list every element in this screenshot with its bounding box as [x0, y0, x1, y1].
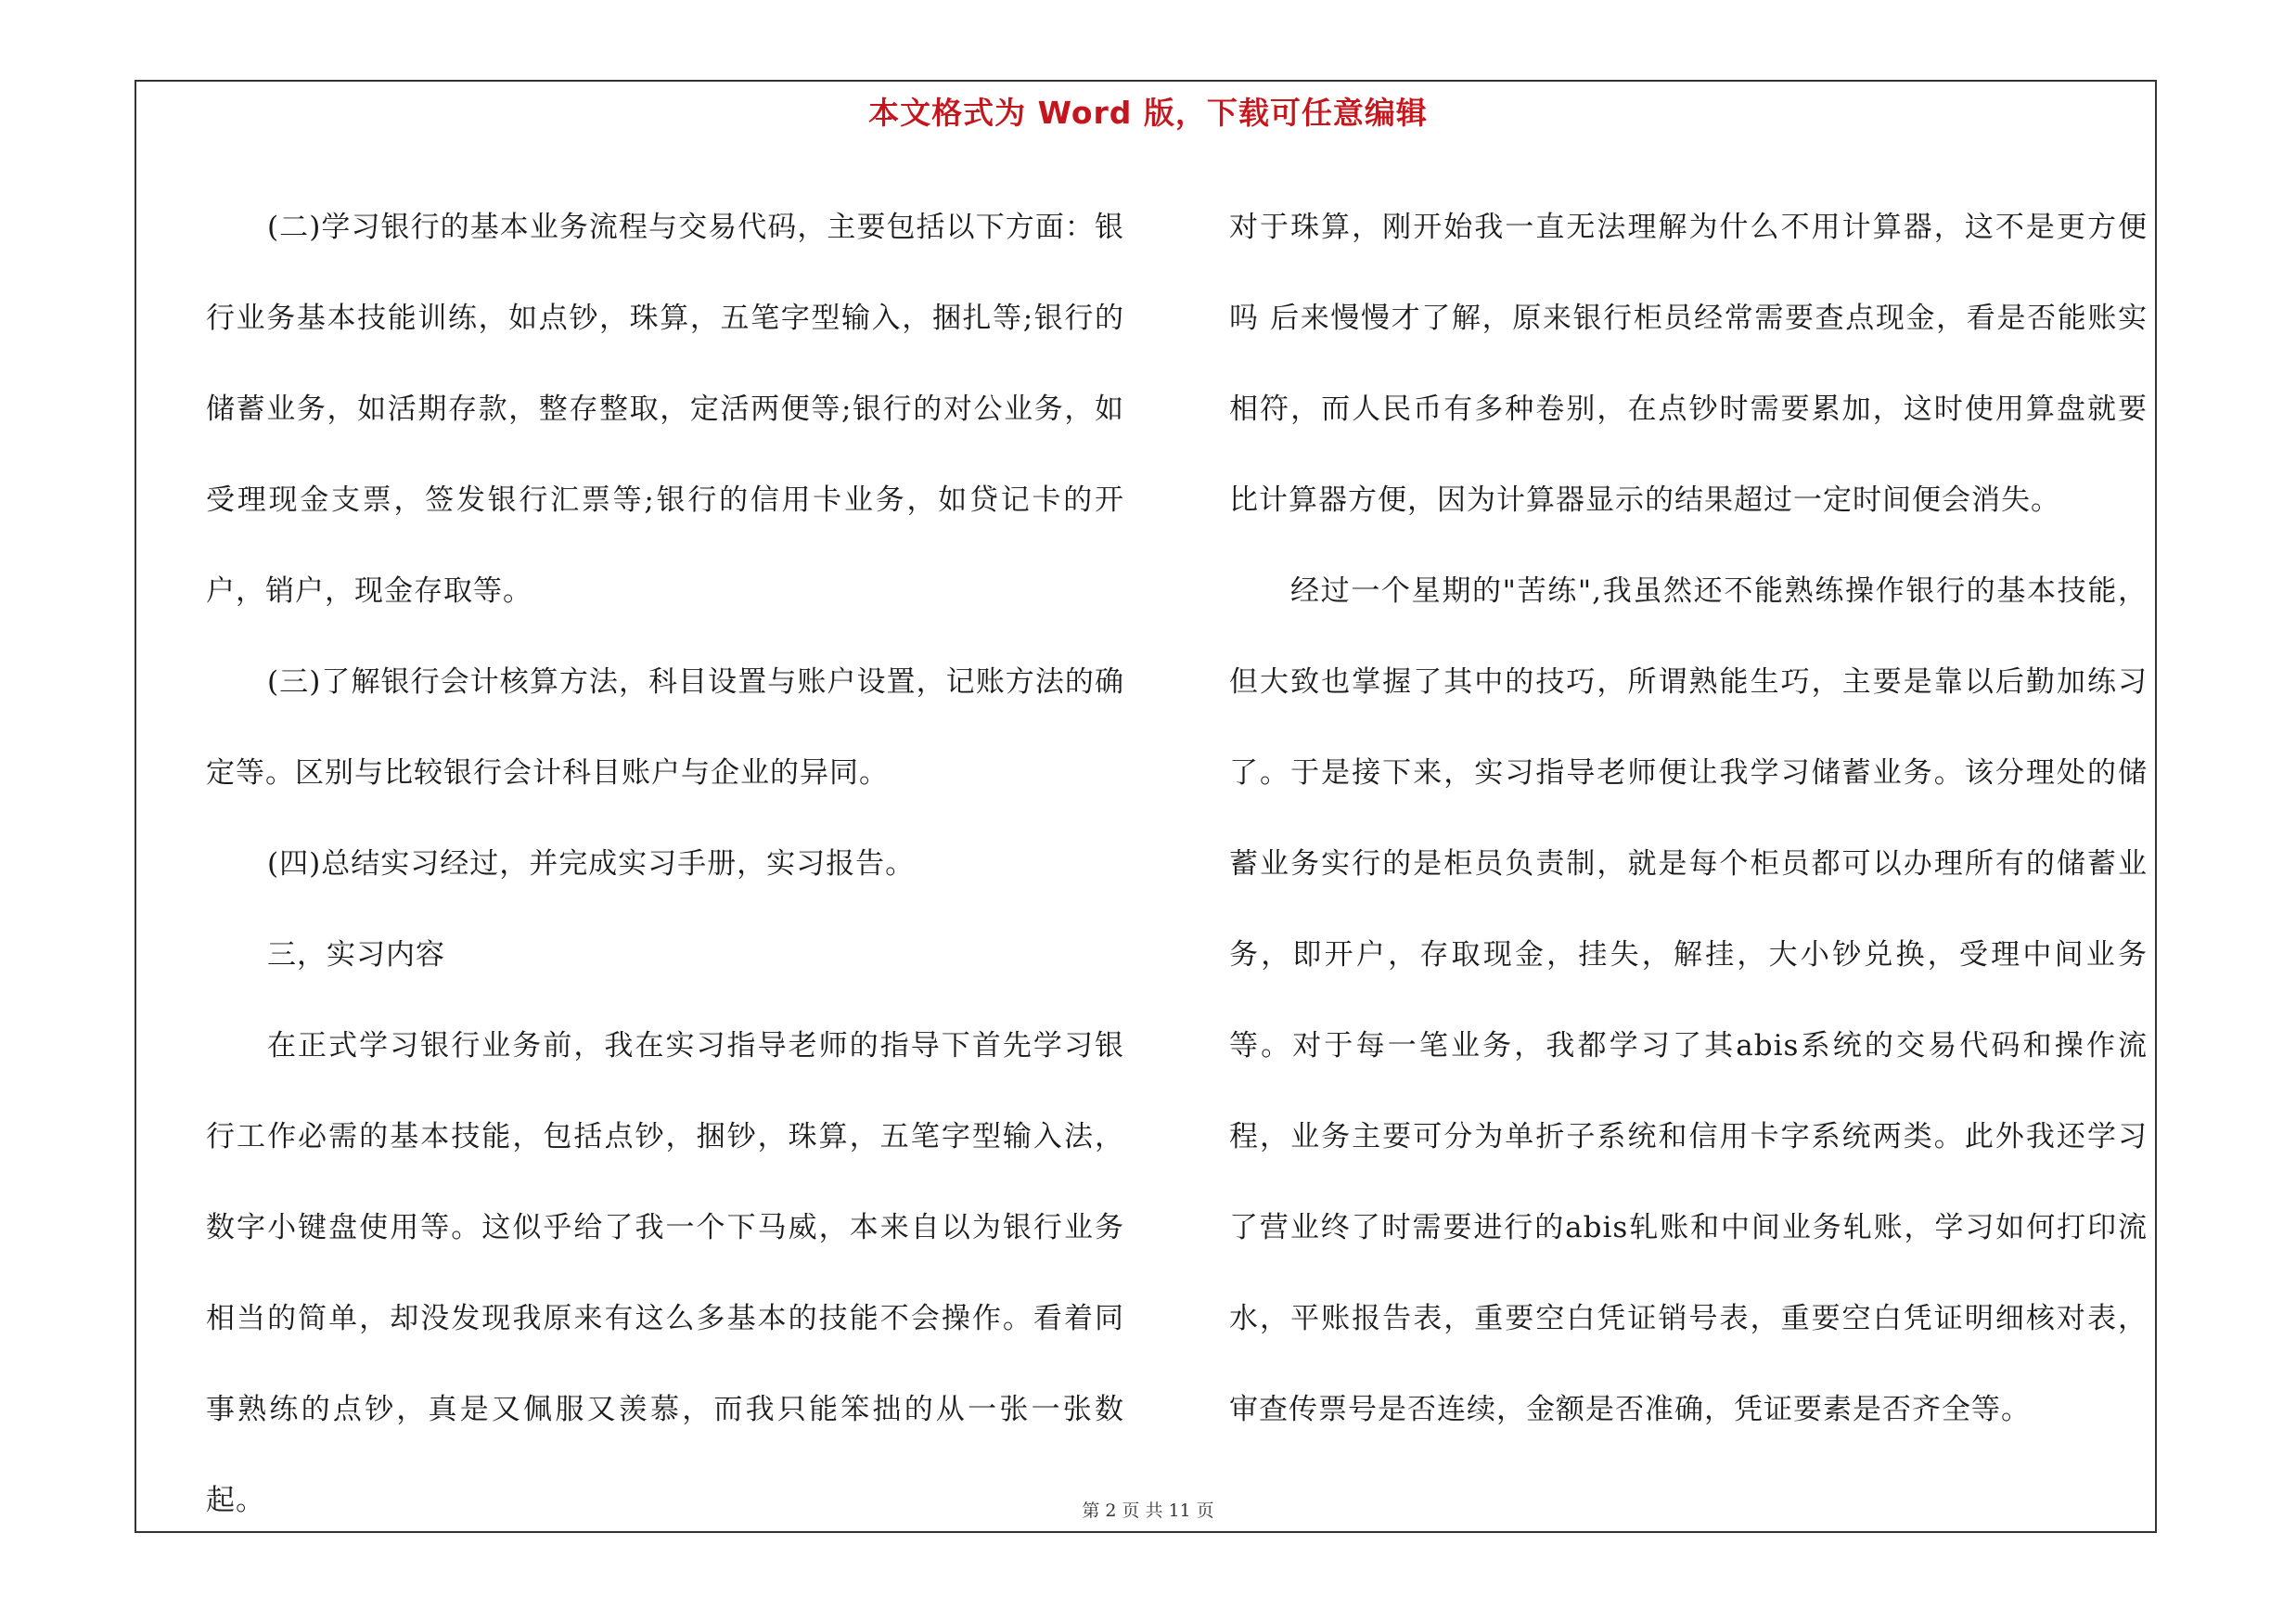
footer-middle: 页 共 [1122, 1501, 1163, 1521]
format-banner: 本文格式为 Word 版，下载可任意编辑 [868, 95, 1428, 131]
paragraph: 对于珠算，刚开始我一直无法理解为什么不用计算器，这不是更方便吗 后来慢慢才了解，原来银行柜员经常需要查点现金，看是否能账实相符，而人民币有多种卷别，在点钞时需要累加，这时使用算盘就要比计算器方便，因为计算器显示的结果超过一定时间便会消失。 [1229, 211, 2148, 517]
footer-suffix: 页 [1196, 1501, 1214, 1521]
page-footer [0, 1497, 2296, 1522]
right-column [1229, 182, 2148, 1455]
footer-total-pages: 11 [1168, 1501, 1191, 1521]
section-heading: 三，实习内容 [267, 938, 445, 972]
footer-prefix: 第 [1082, 1501, 1100, 1521]
paragraph: (四)总结实习经过，并完成实习手册，实习报告。 [267, 847, 916, 881]
paragraph: (三)了解银行会计核算方法，科目设置与账户设置，记账方法的确定等。区别与比较银行会计科目账户与企业的异同。 [206, 665, 1124, 790]
paragraph: 在正式学习银行业务前，我在实习指导老师的指导下首先学习银行工作必需的基本技能，包括点钞，捆钞，珠算，五笔字型输入法，数字小键盘使用等。这似乎给了我一个下马威，本来自以为银行业务相当的简单，却没发现我原来有这么多基本的技能不会操作。看着同事熟练的点钞，真是又佩服又羡慕，而我只能笨拙的从一张一张数起。 [206, 1029, 1124, 1517]
footer-page-number: 2 [1105, 1501, 1117, 1521]
paragraph: 经过一个星期的"苦练",我虽然还不能熟练操作银行的基本技能，但大致也掌握了其中的技巧，所谓熟能生巧，主要是靠以后勤加练习了。于是接下来，实习指导老师便让我学习储蓄业务。该分理处的储蓄业务实行的是柜员负责制，就是每个柜员都可以办理所有的储蓄业务，即开户，存取现金，挂失，解挂，大小钞兑换，受理中间业务等。对于每一笔业务，我都学习了其abis系统的交易代码和操作流程，业务主要可分为单折子系统和信用卡字系统两类。此外我还学习了营业终了时需要进行的abis轧账和中间业务轧账，学习如何打印流水，平账报告表，重要空白凭证销号表，重要空白凭证明细核对表，审查传票号是否连续，金额是否准确，凭证要素是否齐全等。 [1229, 574, 2148, 1426]
paragraph: (二)学习银行的基本业务流程与交易代码，主要包括以下方面：银行业务基本技能训练，如点钞，珠算，五笔字型输入，捆扎等;银行的储蓄业务，如活期存款，整存整取，定活两便等;银行的对公业务，如受理现金支票，签发银行汇票等;银行的信用卡业务，如贷记卡的开户，销户，现金存取等。 [206, 211, 1124, 608]
left-column [206, 182, 1124, 1546]
